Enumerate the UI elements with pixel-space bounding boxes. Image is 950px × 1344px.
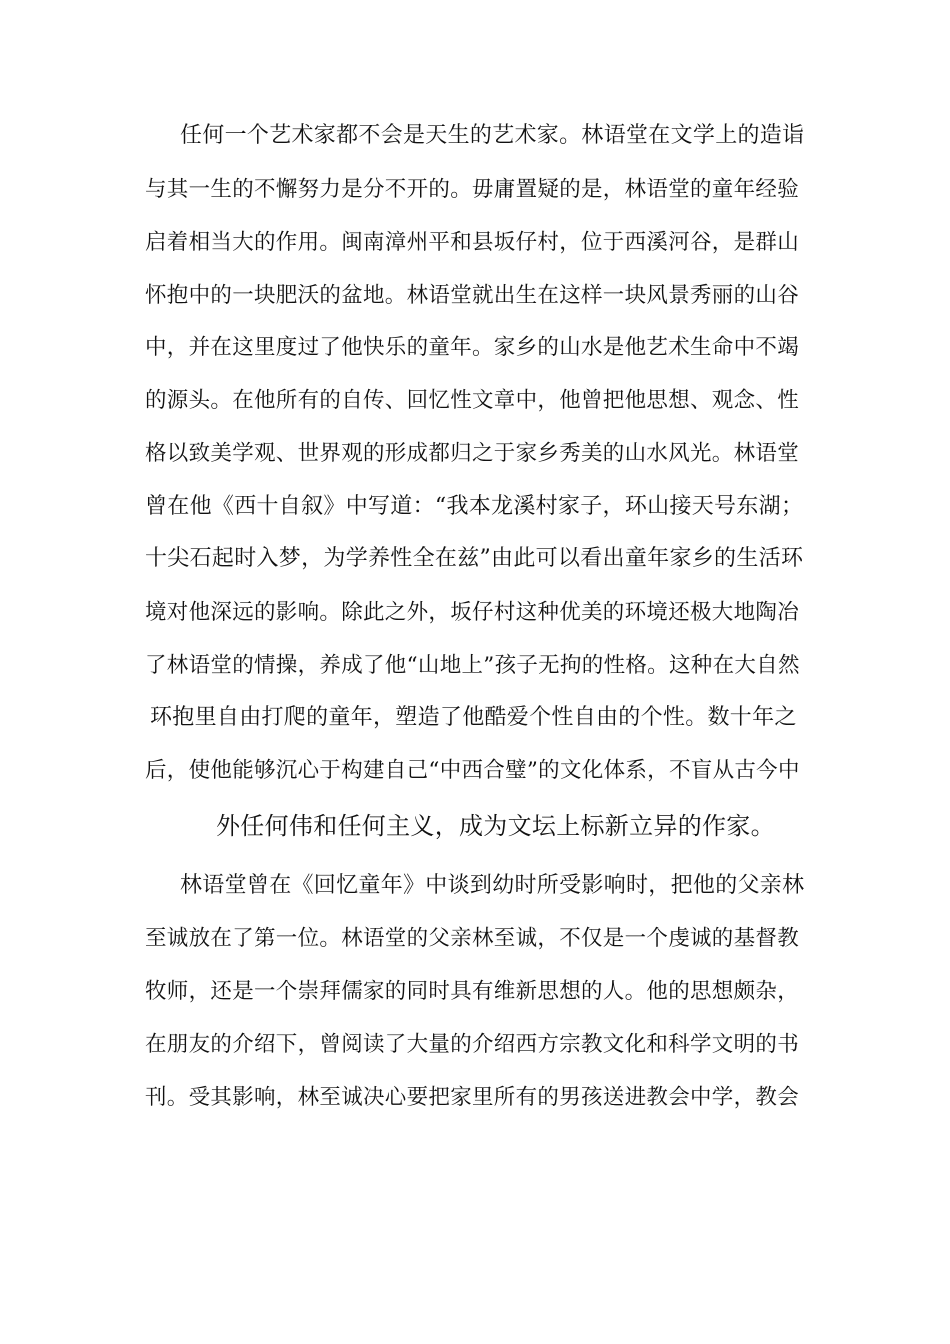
text-line: 至诚放在了第一位。林语堂的父亲林至诚，不仅是一个虔诚的基督教 xyxy=(145,926,800,951)
text-line: 外任何伟和任何主义，成为文坛上标新立异的作家。 xyxy=(216,812,775,840)
text-line: 林语堂曾在《回忆童年》中谈到幼时所受影响时，把他的父亲林 xyxy=(180,873,805,898)
text-line: 刊。受其影响，林至诚决心要把家里所有的男孩送进教会中学，教会 xyxy=(145,1085,800,1110)
text-line: 环抱里自由打爬的童年，塑造了他酷爱个性自由的个性。数十年之 xyxy=(150,705,797,730)
text-line: 的源头。在他所有的自传、回忆性文章中，他曾把他思想、观念、性 xyxy=(145,388,800,413)
text-line: 启着相当大的作用。闽南漳州平和县坂仔村，位于西溪河谷，是群山 xyxy=(145,230,800,255)
text-line: 牧师，还是一个崇拜儒家的同时具有维新思想的人。他的思想颇杂， xyxy=(145,979,800,1004)
text-line: 怀抱中的一块肥沃的盆地。林语堂就出生在这样一块风景秀丽的山谷 xyxy=(145,283,800,308)
text-line: 与其一生的不懈努力是分不开的。毋庸置疑的是，林语堂的童年经验 xyxy=(145,177,800,202)
text-line: 任何一个艺术家都不会是天生的艺术家。林语堂在文学上的造诣 xyxy=(180,123,805,148)
text-line: 了林语堂的情操，养成了他“山地上”孩子无拘的性格。这种在大自然 xyxy=(145,653,800,678)
text-line: 格以致美学观、世界观的形成都归之于家乡秀美的山水风光。林语堂 xyxy=(145,441,800,466)
text-line: 在朋友的介绍下，曾阅读了大量的介绍西方宗教文化和科学文明的书 xyxy=(145,1032,800,1057)
text-line: 曾在他《西十自叙》中写道：“我本龙溪村家子，环山接天号东湖； xyxy=(145,494,804,519)
text-line: 后，使他能够沉心于构建自己“中西合璧”的文化体系，不盲从古今中 xyxy=(145,758,800,783)
text-line: 中，并在这里度过了他快乐的童年。家乡的山水是他艺术生命中不竭 xyxy=(145,335,800,360)
text-line: 十尖石起时入梦，为学养性全在兹”由此可以看出童年家乡的生活环 xyxy=(145,546,804,571)
text-line: 境对他深远的影响。除此之外，坂仔村这种优美的环境还极大地陶冶 xyxy=(145,600,800,625)
